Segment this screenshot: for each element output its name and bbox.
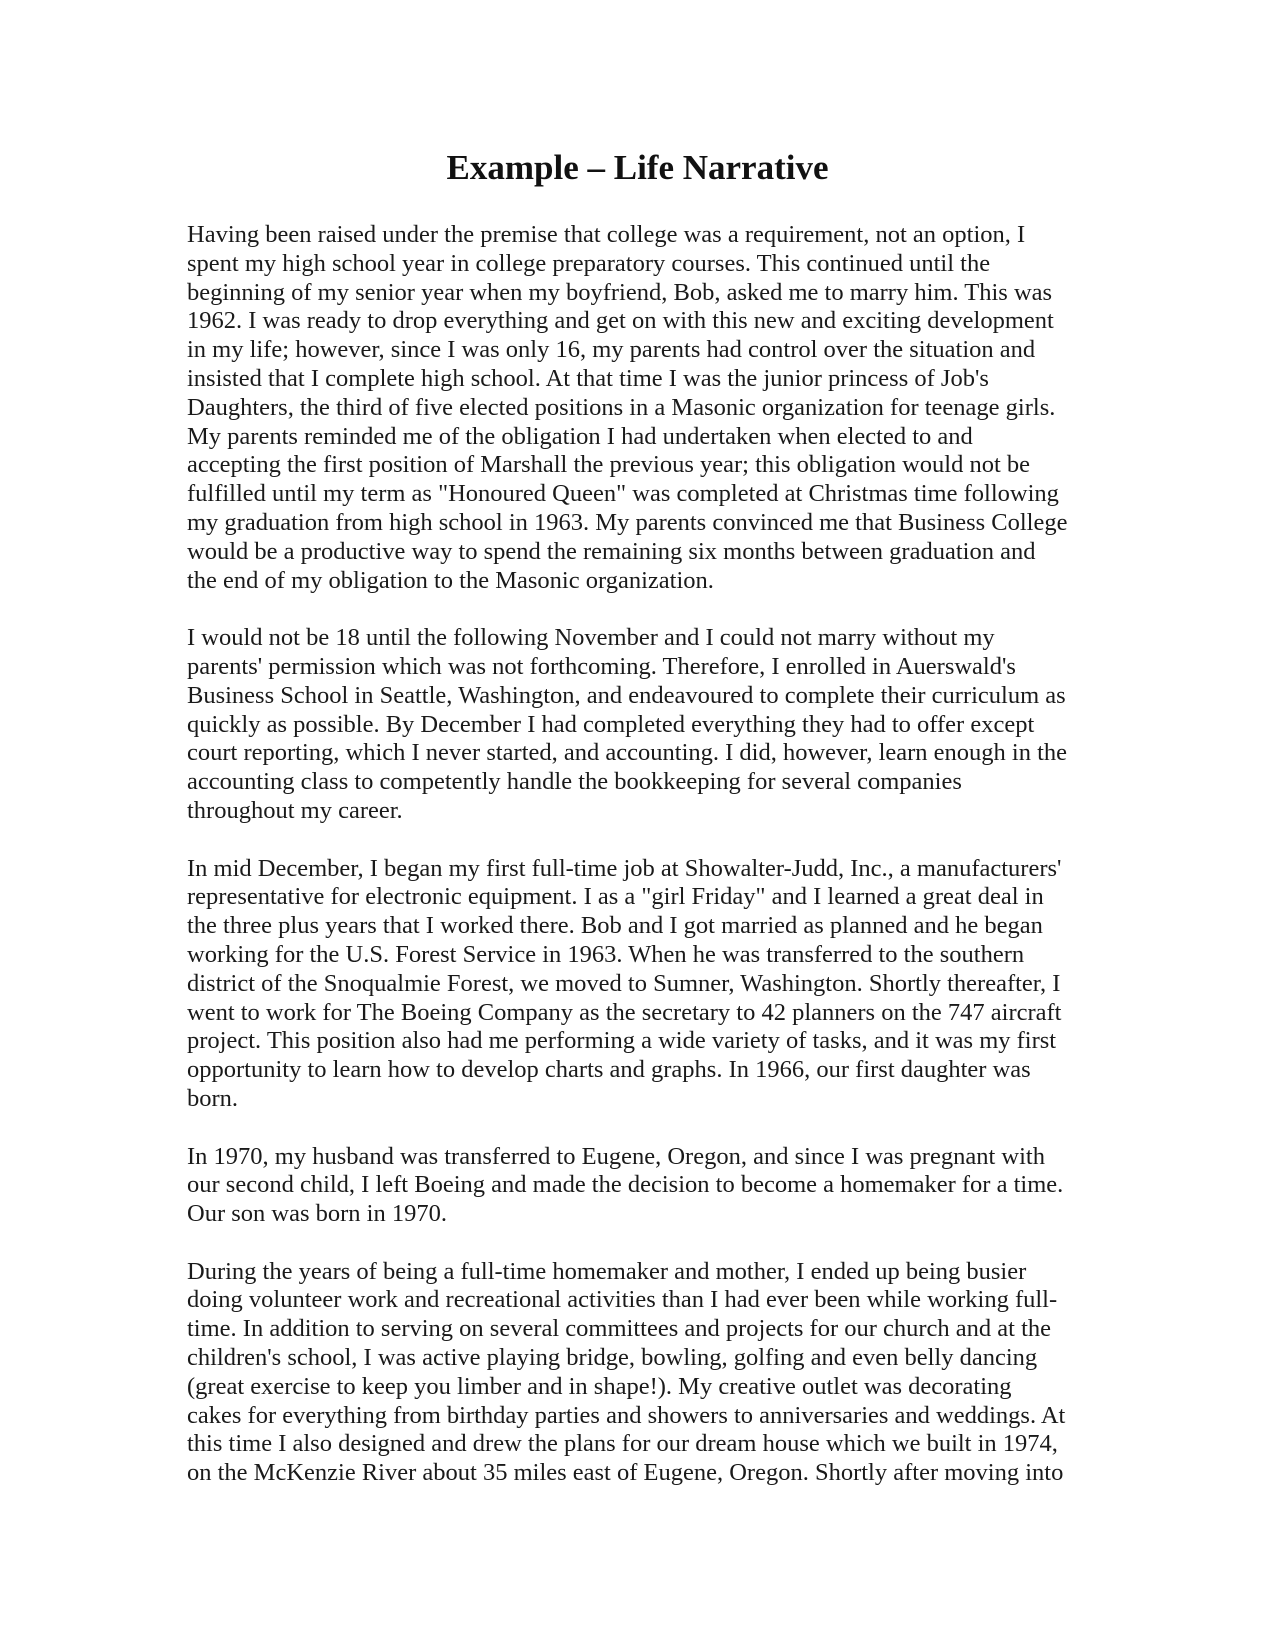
document-title: Example – Life Narrative [446, 148, 829, 187]
paragraph-5 [187, 1258, 1107, 1488]
text-line: cakes for everything from birthday parties and showers to anniversaries and weddings. At [187, 1401, 1066, 1429]
text-line: went to work for The Boeing Company as the secretary to 42 planners on the 747 aircraft [187, 998, 1062, 1026]
text-line: in my life; however, since I was only 16, my parents had control over the situation and [187, 336, 1036, 364]
paragraph-3 [187, 855, 1107, 1114]
text-line: Having been raised under the premise that college was a requirement, not an option, I [187, 221, 1026, 248]
text-line: In 1970, my husband was transferred to Eugene, Oregon, and since I was pregnant with [187, 1142, 1045, 1170]
text-line: 1962. I was ready to drop everything and get on with this new and exciting development [187, 307, 1054, 335]
text-line: our second child, I left Boeing and made the decision to become a homemaker for a time. [187, 1171, 1064, 1199]
paragraph-2 [187, 624, 1107, 826]
text-line: would be a productive way to spend the remaining six months between graduation and [187, 537, 1036, 565]
text-line: Daughters, the third of five elected positions in a Masonic organization for teenage girls. [187, 393, 1056, 421]
text-line: During the years of being a full-time homemaker and mother, I ended up being busier [187, 1257, 1027, 1285]
text-line: accounting class to competently handle the bookkeeping for several companies [187, 768, 962, 796]
text-line: I would not be 18 until the following November and I could not marry without my [187, 624, 995, 652]
text-line: born. [187, 1084, 239, 1112]
text-line: throughout my career. [187, 796, 403, 824]
text-line: parents' permission which was not forthcoming. Therefore, I enrolled in Auerswald's [187, 652, 1016, 680]
text-line: insisted that I complete high school. At that time I was the junior princess of Job's [187, 364, 989, 392]
text-line: Business School in Seattle, Washington, and endeavoured to complete their curriculum as [187, 681, 1066, 709]
text-line: In mid December, I began my first full-time job at Showalter-Judd, Inc., a manufacturers' [187, 854, 1062, 882]
text-line: (great exercise to keep you limber and in shape!). My creative outlet was decorating [187, 1372, 1012, 1400]
paragraph-1 [187, 221, 1107, 595]
text-line: representative for electronic equipment. I as a "girl Friday" and I learned a great deal in [187, 883, 1044, 911]
text-line: doing volunteer work and recreational activities than I had ever been while working full- [187, 1286, 1058, 1314]
text-line: quickly as possible. By December I had completed everything they had to offer except [187, 710, 1035, 738]
text-line: this time I also designed and drew the plans for our dream house which we built in 1974, [187, 1430, 1058, 1458]
document-body [187, 221, 1107, 1517]
text-line: my graduation from high school in 1963. My parents convinced me that Business College [187, 508, 1068, 536]
text-line: the end of my obligation to the Masonic organization. [187, 566, 714, 594]
text-line: spent my high school year in college preparatory courses. This continued until the [187, 249, 991, 277]
text-line: children's school, I was active playing bridge, bowling, golfing and even belly dancing [187, 1344, 1038, 1372]
text-line: beginning of my senior year when my boyfriend, Bob, asked me to marry him. This was [187, 278, 1053, 306]
text-line: district of the Snoqualmie Forest, we moved to Sumner, Washington. Shortly thereafter, I [187, 969, 1061, 997]
paragraph-4 [187, 1143, 1107, 1229]
text-line: accepting the first position of Marshall the previous year; this obligation would not be [187, 451, 1031, 479]
text-line: the three plus years that I worked there. Bob and I got married as planned and he began [187, 912, 1043, 940]
text-line: My parents reminded me of the obligation I had undertaken when elected to and [187, 422, 973, 450]
text-line: project. This position also had me performing a wide variety of tasks, and it was my first [187, 1027, 1057, 1055]
text-line: fulfilled until my term as "Honoured Queen" was completed at Christmas time following [187, 480, 1059, 508]
text-line: on the McKenzie River about 35 miles east of Eugene, Oregon. Shortly after moving into [187, 1459, 1064, 1487]
text-line: time. In addition to serving on several committees and projects for our church and at the [187, 1315, 1052, 1343]
text-line: working for the U.S. Forest Service in 1963. When he was transferred to the southern [187, 940, 1025, 968]
text-line: opportunity to learn how to develop charts and graphs. In 1966, our first daughter was [187, 1056, 1031, 1084]
text-line: court reporting, which I never started, and accounting. I did, however, learn enough in the [187, 739, 1068, 767]
text-line: Our son was born in 1970. [187, 1200, 447, 1228]
